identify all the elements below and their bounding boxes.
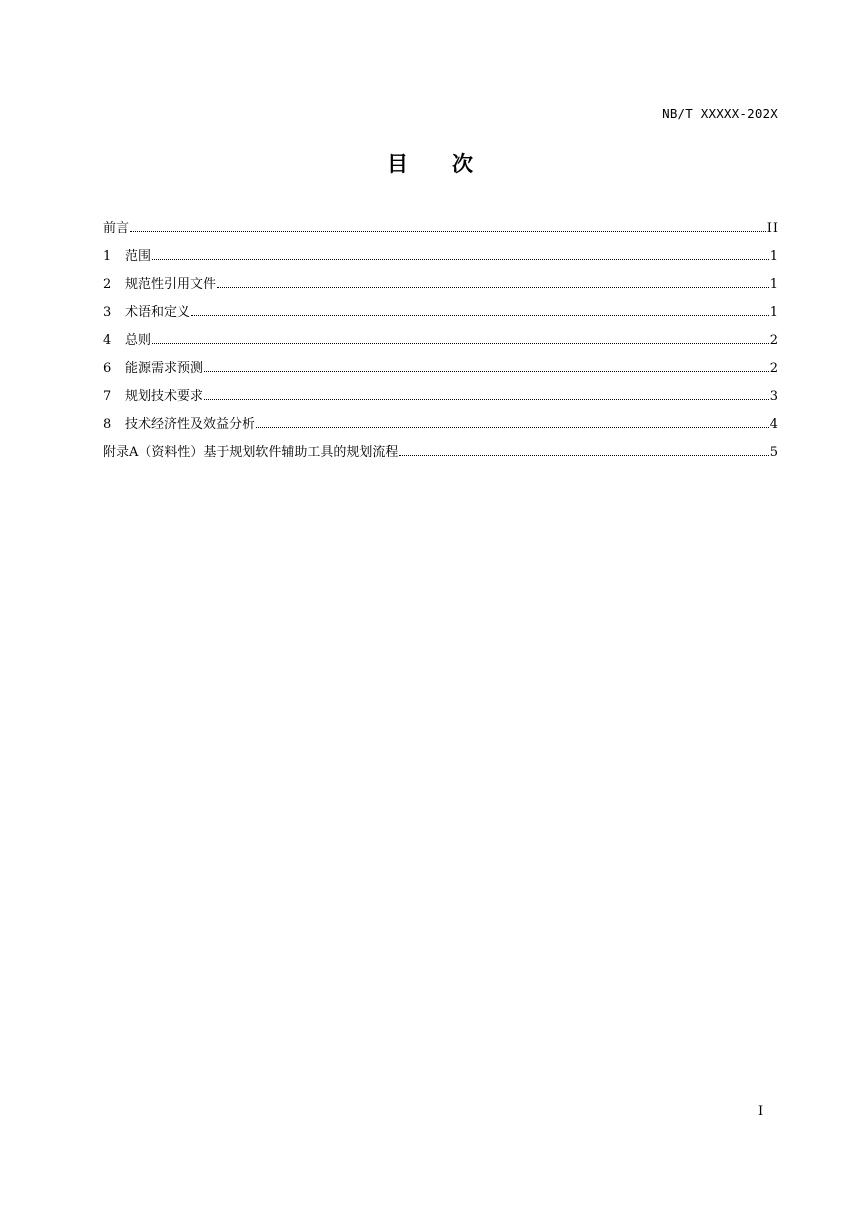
toc-dot-leader: [152, 259, 769, 260]
toc-dot-leader: [217, 287, 769, 288]
toc-entry-label: 术语和定义: [125, 305, 191, 320]
toc-entry-page: 3: [769, 389, 779, 404]
toc-entry-scope[interactable]: [103, 248, 779, 276]
table-of-contents: [103, 220, 779, 472]
toc-entry-label: 附录A（资料性）基于规划软件辅助工具的规划流程: [103, 445, 399, 460]
toc-entry-number: 1: [103, 249, 112, 264]
toc-entry-page: 1: [769, 249, 779, 264]
toc-dot-leader: [130, 231, 766, 232]
toc-dot-leader: [204, 399, 769, 400]
toc-entry-number: 6: [103, 361, 112, 376]
toc-entry-label: 技术经济性及效益分析: [125, 417, 256, 432]
toc-entry-label: 前言: [103, 221, 130, 236]
toc-entry-number: 4: [103, 333, 112, 348]
toc-dot-leader: [204, 371, 769, 372]
toc-entry-page: 4: [769, 417, 779, 432]
toc-entry-economic-analysis[interactable]: [103, 416, 779, 444]
toc-entry-label: 总则: [125, 333, 152, 348]
toc-entry-number: 3: [103, 305, 112, 320]
toc-entry-page: II: [766, 221, 779, 236]
toc-title: 目次: [387, 152, 517, 176]
page-number: I: [758, 1104, 764, 1119]
toc-entry-label: 规划技术要求: [125, 389, 204, 404]
toc-entry-page: 2: [769, 333, 779, 348]
toc-entry-number: 7: [103, 389, 112, 404]
toc-entry-number: 2: [103, 277, 112, 292]
toc-entry-page: 1: [769, 277, 779, 292]
toc-entry-page: 1: [769, 305, 779, 320]
toc-entry-page: 5: [769, 445, 779, 460]
toc-entry-terms-definitions[interactable]: [103, 304, 779, 332]
document-code: NB/T XXXXX-202X: [662, 106, 778, 121]
toc-entry-label: 规范性引用文件: [125, 277, 217, 292]
toc-entry-normative-references[interactable]: [103, 276, 779, 304]
toc-entry-number: 8: [103, 417, 112, 432]
toc-entry-label: 能源需求预测: [125, 361, 204, 376]
toc-dot-leader: [191, 315, 769, 316]
toc-entry-page: 2: [769, 361, 779, 376]
toc-dot-leader: [399, 455, 768, 456]
toc-entry-energy-demand-forecast[interactable]: [103, 360, 779, 388]
toc-dot-leader: [256, 427, 769, 428]
toc-entry-foreword[interactable]: [103, 220, 779, 248]
toc-entry-general[interactable]: [103, 332, 779, 360]
toc-entry-label: 范围: [125, 249, 152, 264]
toc-entry-planning-requirements[interactable]: [103, 388, 779, 416]
toc-entry-appendix-a[interactable]: [103, 444, 779, 472]
toc-dot-leader: [152, 343, 769, 344]
